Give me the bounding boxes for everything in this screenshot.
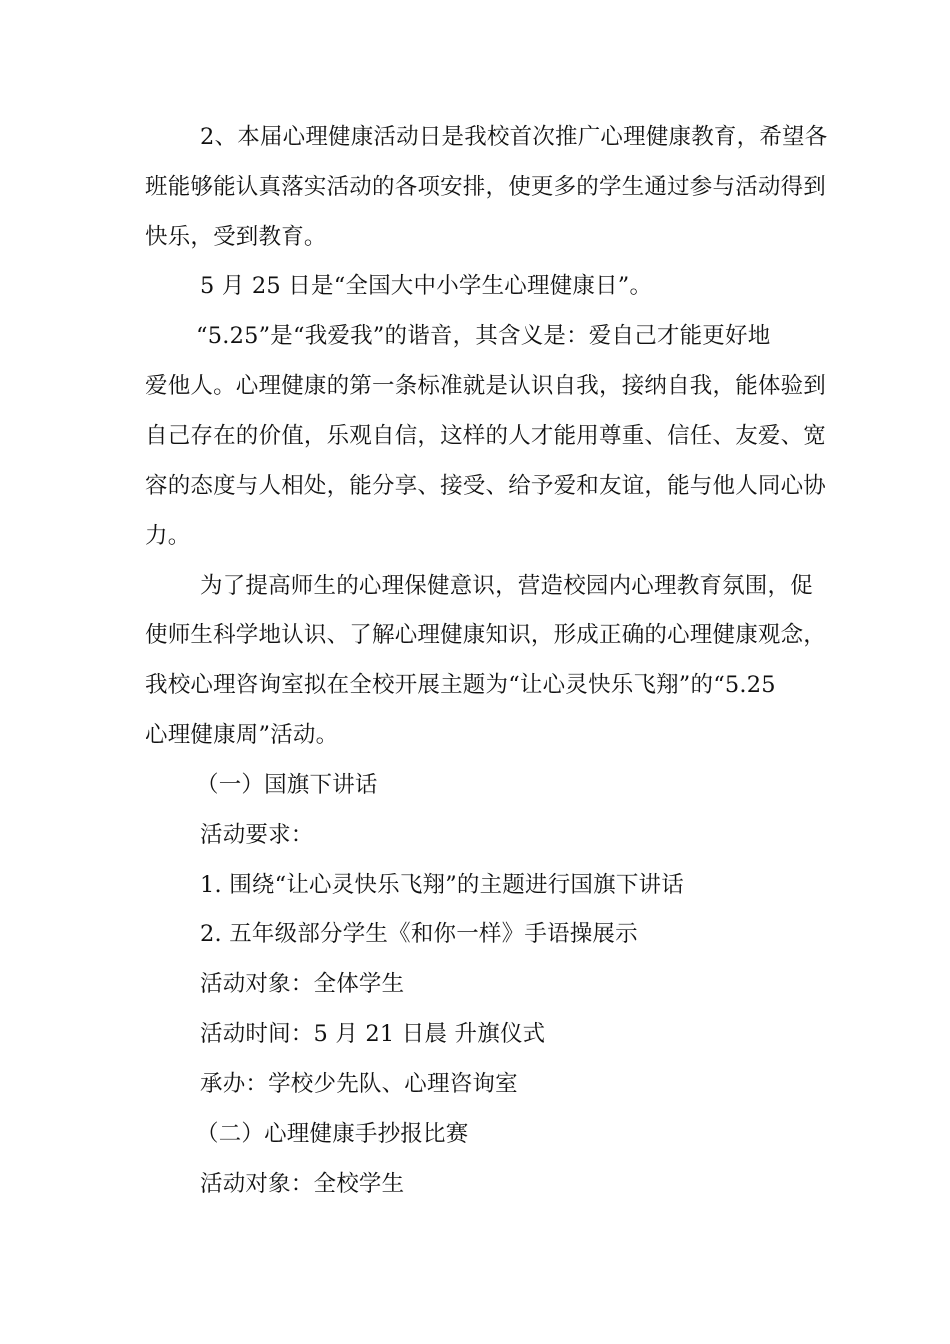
list-item: 1. 围绕“让心灵快乐飞翔”的主题进行国旗下讲话 [200, 872, 684, 898]
paragraph-line: 班能够能认真落实活动的各项安排，使更多的学生通过参与活动得到 [145, 174, 827, 200]
section-heading: （二）心理健康手抄报比赛 [196, 1121, 469, 1147]
paragraph-line: 使师生科学地认识、了解心理健康知识，形成正确的心理健康观念， [145, 622, 827, 648]
paragraph-line: 为了提高师生的心理保健意识，营造校园内心理教育氛围，促 [200, 573, 813, 599]
paragraph-line: 爱他人。心理健康的第一条标准就是认识自我，接纳自我，能体验到 [145, 373, 827, 399]
section-heading: （一）国旗下讲话 [196, 772, 378, 798]
paragraph-line: 力。 [145, 523, 191, 549]
paragraph-line: 容的态度与人相处，能分享、接受、给予爱和友谊，能与他人同心协 [145, 473, 827, 499]
paragraph-line: 承办：学校少先队、心理咨询室 [200, 1071, 518, 1097]
paragraph-line: 5 月 25 日是“全国大中小学生心理健康日”。 [200, 273, 653, 299]
paragraph-line: 我校心理咨询室拟在全校开展主题为“让心灵快乐飞翔”的“5.25 [145, 672, 776, 698]
paragraph-line: 快乐，受到教育。 [145, 224, 327, 250]
paragraph-line: 活动要求： [200, 822, 314, 848]
list-item: 2. 五年级部分学生《和你一样》手语操展示 [200, 921, 638, 947]
paragraph-line: “5.25”是“我爱我”的谐音，其含义是：爱自己才能更好地 [196, 323, 771, 349]
paragraph-line: 活动时间：5 月 21 日晨 升旗仪式 [200, 1021, 546, 1047]
paragraph-line: 2、本届心理健康活动日是我校首次推广心理健康教育，希望各 [200, 124, 828, 150]
paragraph-line: 心理健康周”活动。 [145, 722, 339, 748]
paragraph-line: 活动对象：全体学生 [200, 971, 405, 997]
paragraph-line: 自己存在的价值，乐观自信，这样的人才能用尊重、信任、友爱、宽 [145, 423, 827, 449]
paragraph-line: 活动对象：全校学生 [200, 1171, 405, 1197]
